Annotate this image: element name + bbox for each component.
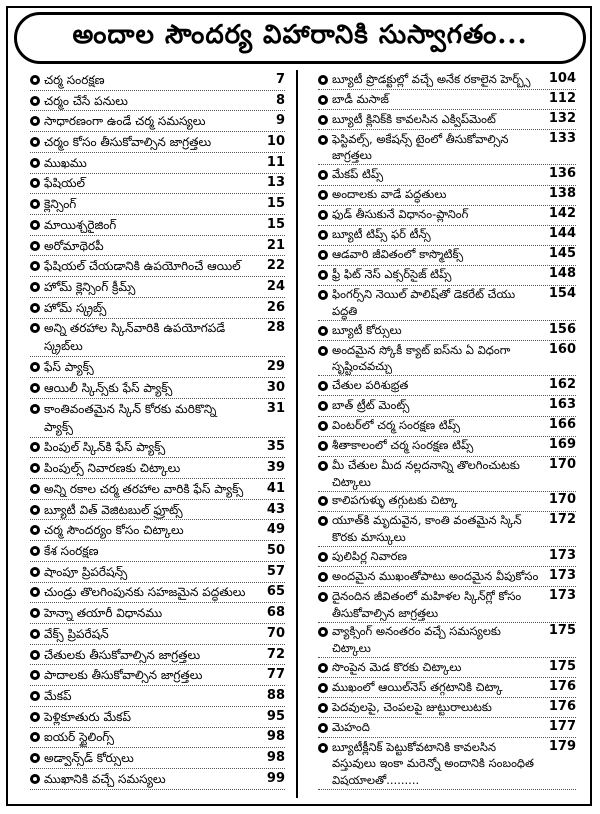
bullet-icon — [318, 322, 332, 340]
bullet-icon — [30, 319, 44, 337]
toc-entry-page: 132 — [548, 110, 576, 126]
toc-entry — [30, 520, 285, 541]
toc-entry-title: ఆడవారి జీవితంలో కాస్మొటిక్స్ — [332, 247, 464, 262]
toc-entry-page: 77 — [266, 667, 285, 683]
toc-entry-title: కాలిపగుళ్ళు తగ్గుటకు చిట్కా — [332, 493, 458, 508]
toc-entry-page: 88 — [266, 687, 285, 703]
toc-entry-page: 10 — [266, 134, 285, 150]
toc-entry-page: 11 — [266, 154, 285, 170]
bullet-icon — [30, 216, 44, 234]
toc-entry — [318, 130, 576, 165]
toc-entry — [30, 256, 285, 277]
toc-entry — [318, 587, 576, 622]
toc-entry — [30, 665, 285, 686]
toc-entry — [318, 110, 576, 130]
toc-entry-page: 57 — [266, 563, 285, 579]
bullet-icon — [318, 91, 332, 109]
toc-entry — [30, 319, 285, 358]
toc-entry-title: అందాలకు వాడే పద్ధతులు — [332, 187, 447, 202]
toc-entry-page: 175 — [548, 658, 576, 674]
bullet-icon — [30, 770, 44, 788]
bullet-icon — [30, 563, 44, 581]
toc-entry — [30, 357, 285, 378]
bullet-icon — [318, 457, 332, 475]
bullet-icon — [318, 719, 332, 737]
bullet-icon — [30, 687, 44, 705]
toc-entry-title: కాంతివంతమైన స్కిన్ కోరకు మరికొన్ని ప్యాక్స్ — [44, 401, 217, 434]
bullet-icon — [30, 400, 44, 418]
toc-entry-page: 176 — [548, 678, 576, 694]
toc-entry — [30, 378, 285, 399]
bullet-icon — [30, 604, 44, 622]
bullet-icon — [318, 286, 332, 304]
toc-entry-title: అన్ని తరహాల స్కిన్‌వారికి ఉపయోగపడే స్క్రబ్‌లు — [44, 321, 226, 354]
toc-entry-page: 72 — [266, 646, 285, 662]
toc-entry-page: 179 — [548, 738, 576, 754]
toc-entry — [30, 769, 285, 790]
toc-entry — [30, 132, 285, 153]
toc-entry-title: ఫేస్ ప్యాక్స్ — [44, 360, 94, 375]
toc-entry-title: ముఖంలో ఆయిల్‌నెస్ తగ్గటానికి చిట్కా — [332, 679, 503, 694]
toc-entry-page: 13 — [266, 175, 285, 191]
toc-entry — [30, 624, 285, 645]
bullet-icon — [318, 377, 332, 395]
toc-entry-title: యూత్‌కి మృదువైన, కాంతి వంతమైన స్కిన్ కొరకు మాస్కులు — [332, 513, 522, 545]
toc-entry-page: 169 — [548, 437, 576, 453]
bullet-icon — [30, 71, 44, 89]
toc-entry — [318, 226, 576, 246]
bullet-icon — [30, 358, 44, 376]
toc-entry-title: మెహంది — [332, 719, 370, 734]
bullet-icon — [318, 699, 332, 717]
toc-entry — [30, 500, 285, 521]
toc-entry-title: ఆయిలీ స్కిన్స్‌కు ఫేస్ ప్యాక్స్ — [44, 380, 173, 395]
toc-entry — [318, 512, 576, 547]
toc-entry — [318, 246, 576, 266]
toc-entry-page: 142 — [548, 206, 576, 222]
toc-entry — [30, 645, 285, 666]
toc-entry-title: ఫుడ్ తీసుకునే విధానం-ప్లానింగ్ — [332, 207, 469, 222]
toc-entry-title: దైనందిన జీవితంలో మహిళల స్కిన్‌గ్లో కోసం తీసుకోవాల్సిన జాగ్రత్తలు — [332, 588, 522, 620]
toc-entry-page: 31 — [266, 400, 285, 416]
bullet-icon — [318, 588, 332, 606]
toc-entry-title: సాధారణంగా ఉండే చర్మ సమస్యలు — [44, 114, 206, 129]
toc-entry-page: 156 — [548, 321, 576, 337]
toc-entry-page: 112 — [548, 90, 576, 106]
toc-entry-title: పాదాలకు తీసుకోవాల్సిన జాగ్రత్తలు — [44, 668, 203, 683]
toc-entry-title: ఫేషియల్ — [44, 176, 86, 191]
toc-entry-title: ఫ్రీ ఫిట్ నెస్ ఎక్సర్‌సైజ్ టిప్స్ — [332, 267, 452, 282]
toc-entry-title: పింపుల్ స్కిన్‌కి ఫేస్ ప్యాక్స్ — [44, 440, 166, 455]
toc-entry-title: అడ్వాన్స్‌డ్ కోర్సులు — [44, 751, 134, 766]
toc-entry-page: 98 — [266, 729, 285, 745]
toc-entry — [30, 728, 285, 749]
toc-entry — [318, 623, 576, 658]
toc-entry-title: హెన్నా తయారీ విధానము — [44, 606, 163, 621]
toc-entry-title: బ్యూటీ కోర్సులు — [332, 322, 402, 337]
bullet-icon — [30, 583, 44, 601]
toc-entry — [30, 479, 285, 500]
toc-entry-page: 9 — [275, 113, 285, 129]
toc-entry-title: చేతులకు తీసుకోవాల్సిన జాగ్రత్తలు — [44, 647, 201, 662]
bullet-icon — [30, 195, 44, 213]
toc-entry-page: 172 — [548, 512, 576, 528]
toc-entry-page: 21 — [266, 237, 285, 253]
toc-entry — [30, 236, 285, 257]
toc-entry — [30, 111, 285, 132]
bullet-icon — [30, 257, 44, 275]
toc-entry-title: పెదవులపై, చెంపలపై జుట్టురాలుటకు — [332, 699, 492, 714]
toc-entry-page: 26 — [266, 299, 285, 315]
toc-entry-title: బాడీ మసాజ్ — [332, 91, 389, 106]
toc-entry-page: 138 — [548, 186, 576, 202]
toc-entry-page: 166 — [548, 417, 576, 433]
toc-entry-title: మేకప్ — [44, 688, 72, 703]
toc-entry-title: పెళ్లికూతురు మేకప్ — [44, 709, 131, 724]
toc-entry — [318, 341, 576, 376]
toc-entry-page: 35 — [266, 439, 285, 455]
toc-entry-page: 41 — [266, 480, 285, 496]
toc-entry-title: ఫేషియల్ చేయడానికి ఉపయోగించే ఆయిల్ — [44, 259, 241, 274]
toc-entry-page: 136 — [548, 165, 576, 181]
toc-entry — [30, 603, 285, 624]
toc-entry-page: 162 — [548, 376, 576, 392]
toc-entry-title: బ్యూటీక్లీనిక్ పెట్టుకోవటానికి కావలసిన వస్తువులు ఇంకా మరెన్నో అందానికి సంబంధిత విషయాలతో......... — [332, 739, 535, 788]
toc-entry — [318, 678, 576, 698]
toc-entry — [318, 658, 576, 678]
bullet-icon — [30, 646, 44, 664]
toc-entry — [30, 748, 285, 769]
bullet-icon — [318, 512, 332, 530]
bullet-icon — [318, 186, 332, 204]
toc-entry — [318, 718, 576, 738]
bullet-icon — [30, 174, 44, 192]
toc-entry-title: అందమైన ముఖంతోపాటు అందమైన వీపుకోసం — [332, 568, 539, 583]
toc-entry-title: మేకప్ టిప్స్ — [332, 166, 384, 181]
toc-entry — [30, 458, 285, 479]
toc-entry — [30, 277, 285, 298]
toc-entry — [318, 738, 576, 790]
toc-entry-title: బ్యూటీ ప్రొడక్టుల్లో వచ్చే అనేక రకాలైన హెర్బ్స్ — [332, 71, 531, 86]
toc-entry-page: 49 — [266, 522, 285, 538]
toc-entry — [318, 437, 576, 457]
toc-entry-title: చుండ్రు తొలగింపునకు సహజమైన పద్ధతులు — [44, 585, 246, 600]
toc-entry-page: 154 — [548, 286, 576, 302]
bullet-icon — [318, 623, 332, 641]
bullet-icon — [30, 625, 44, 643]
toc-entry-page: 148 — [548, 266, 576, 282]
toc-entry — [318, 698, 576, 718]
toc-entry-page: 8 — [275, 92, 285, 108]
toc-entry-page: 173 — [548, 587, 576, 603]
toc-entry — [30, 583, 285, 604]
toc-entry — [318, 186, 576, 206]
toc-entry-title: చర్మ సంరక్షణ — [44, 72, 105, 87]
toc-entry — [318, 492, 576, 512]
toc-entry-title: కేశ సంరక్షణ — [44, 543, 99, 558]
column-divider — [296, 70, 298, 798]
toc-entry-title: చర్మం కోసం తీసుకోవాల్సిన జాగ్రత్తలు — [44, 135, 212, 150]
toc-entry-title: వేక్స్ ప్రిపరేషన్ — [44, 626, 109, 641]
toc-entry — [30, 174, 285, 195]
bullet-icon — [318, 206, 332, 224]
toc-entry — [30, 438, 285, 459]
toc-entry-page: 144 — [548, 226, 576, 242]
bullet-icon — [318, 679, 332, 697]
bullet-icon — [318, 397, 332, 415]
bullet-icon — [318, 659, 332, 677]
bullet-icon — [318, 71, 332, 89]
bullet-icon — [30, 501, 44, 519]
bullet-icon — [30, 459, 44, 477]
toc-entry-page: 95 — [266, 708, 285, 724]
bullet-icon — [30, 112, 44, 130]
toc-entry-title: బాత్ ట్రీట్ మెంట్స్ — [332, 397, 410, 412]
toc-entry — [30, 562, 285, 583]
page-title: అందాల సౌందర్య విహారానికి సుస్వాగతం... — [14, 12, 586, 64]
toc-entry-title: శీతాకాలంలో చర్మ సంరక్షణ టిప్స్ — [332, 438, 474, 453]
bullet-icon — [30, 480, 44, 498]
toc-entry — [318, 547, 576, 567]
toc-entry — [318, 376, 576, 396]
bullet-icon — [318, 111, 332, 129]
toc-entry — [318, 206, 576, 226]
toc-entry-title: షాంపూ ప్రిపరేషన్స్ — [44, 564, 128, 579]
bullet-icon — [30, 542, 44, 560]
bullet-icon — [318, 131, 332, 149]
toc-entry — [318, 90, 576, 110]
toc-entry — [318, 165, 576, 185]
toc-entry — [318, 457, 576, 492]
toc-entry — [318, 70, 576, 90]
toc-entry-page: 7 — [275, 71, 285, 87]
bullet-icon — [318, 492, 332, 510]
toc-entry-title: చర్మ సౌందర్యం కోసం చిట్కాలు — [44, 523, 184, 538]
toc-entry-page: 145 — [548, 246, 576, 262]
toc-entry-title: ఫింగర్స్‌ని నెయిల్ పాలిష్‌తో డెకరేట్ చేయు పద్ధతి — [332, 287, 516, 318]
toc-entry-page: 29 — [266, 359, 285, 375]
toc-entry — [30, 399, 285, 438]
toc-entry — [318, 286, 576, 321]
toc-entry — [30, 91, 285, 112]
toc-entry-page: 173 — [548, 567, 576, 583]
toc-entry — [30, 298, 285, 319]
bullet-icon — [318, 166, 332, 184]
toc-entry-page: 175 — [548, 623, 576, 639]
bullet-icon — [30, 749, 44, 767]
toc-entry-title: ముఖము — [44, 155, 87, 170]
bullet-icon — [30, 133, 44, 151]
toc-entry-page: 173 — [548, 547, 576, 563]
toc-entry-title: పింపుల్స్ నివారణకు చిట్కాలు — [44, 461, 181, 476]
toc-entry-title: క్లెన్సింగ్ — [44, 197, 77, 212]
toc-entry-title: వింటర్‌లో చర్మ సంరక్షణ టిప్స్ — [332, 418, 461, 433]
bullet-icon — [318, 226, 332, 244]
toc-right-column — [318, 70, 576, 790]
toc-entry-page: 99 — [266, 770, 285, 786]
bullet-icon — [318, 568, 332, 586]
bullet-icon — [318, 266, 332, 284]
bullet-icon — [30, 92, 44, 110]
bullet-icon — [318, 417, 332, 435]
toc-entry-page: 68 — [266, 605, 285, 621]
bullet-icon — [318, 246, 332, 264]
toc-entry-title: అరోమాథెరపీ — [44, 238, 104, 253]
toc-entry-title: బ్యూటీ క్లినిక్‌కి కావలసిన ఎక్విప్‌మెంట్ — [332, 111, 496, 126]
toc-entry — [318, 321, 576, 341]
toc-entry-title: సొంపైన మెడ కొరకు చిట్కాలు — [332, 659, 462, 674]
toc-entry-page: 177 — [548, 718, 576, 734]
toc-entry-title: అందమైన స్కోకీ క్యాట్ ఐస్‌ను ఏ విధంగా సృష్టించవచ్చు — [332, 342, 511, 374]
toc-entry-page: 104 — [548, 70, 576, 86]
toc-entry-page: 170 — [548, 457, 576, 473]
bullet-icon — [30, 708, 44, 726]
toc-entry-title: హోమ్ క్లెన్సింగ్ క్రీమ్స్ — [44, 280, 136, 295]
toc-entry-page: 15 — [266, 196, 285, 212]
toc-entry-title: హోమ్ స్క్రబ్స్ — [44, 300, 107, 315]
toc-entry — [318, 266, 576, 286]
toc-entry-page: 22 — [266, 258, 285, 274]
bullet-icon — [30, 666, 44, 684]
toc-entry-title: బ్యూటీ టిప్స్ ఫర్ టీన్స్ — [332, 227, 431, 242]
toc-entry-title: బ్యూటీ విత్ వెజిటబుల్ ఫ్రూట్స్ — [44, 502, 183, 517]
bullet-icon — [30, 379, 44, 397]
toc-entry-page: 160 — [548, 341, 576, 357]
toc-entry — [30, 686, 285, 707]
toc-entry-page: 98 — [266, 750, 285, 766]
toc-entry-page: 15 — [266, 216, 285, 232]
bullet-icon — [318, 548, 332, 566]
toc-entry — [30, 70, 285, 91]
bullet-icon — [30, 521, 44, 539]
toc-entry — [30, 215, 285, 236]
toc-entry-title: ఐయర్ స్టైలింగ్స్ — [44, 730, 115, 745]
toc-entry — [318, 417, 576, 437]
toc-entry-title: ముఖానికి వచ్చే సమస్యలు — [44, 771, 166, 786]
toc-entry-page: 163 — [548, 396, 576, 412]
bullet-icon — [318, 437, 332, 455]
bullet-icon — [318, 342, 332, 360]
toc-entry — [30, 541, 285, 562]
toc-entry-title: మాయిశ్చరైజింగ్ — [44, 217, 117, 232]
toc-entry-title: వ్యాక్సింగ్ అనంతరం వచ్చే సమస్యలకు చిట్కాలు — [332, 624, 501, 655]
toc-entry-page: 176 — [548, 698, 576, 714]
toc-entry — [318, 567, 576, 587]
bullet-icon — [318, 739, 332, 757]
toc-entry — [318, 396, 576, 416]
toc-entry-title: చేతుల పరిశుభ్రత — [332, 377, 409, 392]
toc-entry — [30, 707, 285, 728]
bullet-icon — [30, 237, 44, 255]
toc-entry-page: 28 — [266, 320, 285, 336]
toc-entry-title: మీ చేతుల మీద నల్లదనాన్ని తొలగించుటకు చిట్కాలు — [332, 458, 520, 489]
bullet-icon — [30, 299, 44, 317]
toc-entry-title: ఫెస్టివల్స్, అకేషన్స్ టైంలో తీసుకోవాల్సిన జాగ్రత్తలు — [332, 131, 509, 163]
toc-entry-page: 70 — [266, 625, 285, 641]
toc-left-column — [30, 70, 285, 790]
toc-entry-page: 170 — [548, 492, 576, 508]
bullet-icon — [30, 438, 44, 456]
toc-entry-page: 24 — [266, 279, 285, 295]
toc-entry-page: 43 — [266, 501, 285, 517]
bullet-icon — [30, 278, 44, 296]
toc-entry-page: 65 — [266, 584, 285, 600]
toc-entry-title: అన్ని రకాల చర్మ తరహాల వారికి ఫేస్ ప్యాక్స్ — [44, 481, 244, 496]
toc-entry — [30, 153, 285, 174]
toc-entry-title: చర్మం చేసే పనులు — [44, 93, 128, 108]
bullet-icon — [30, 154, 44, 172]
bullet-icon — [30, 728, 44, 746]
toc-entry-page: 50 — [266, 542, 285, 558]
toc-entry-page: 133 — [548, 130, 576, 146]
toc-entry-title: పులిపిర్ల నివారణ — [332, 548, 408, 563]
toc-entry-page: 30 — [266, 379, 285, 395]
toc-entry-page: 39 — [266, 460, 285, 476]
toc-entry — [30, 194, 285, 215]
